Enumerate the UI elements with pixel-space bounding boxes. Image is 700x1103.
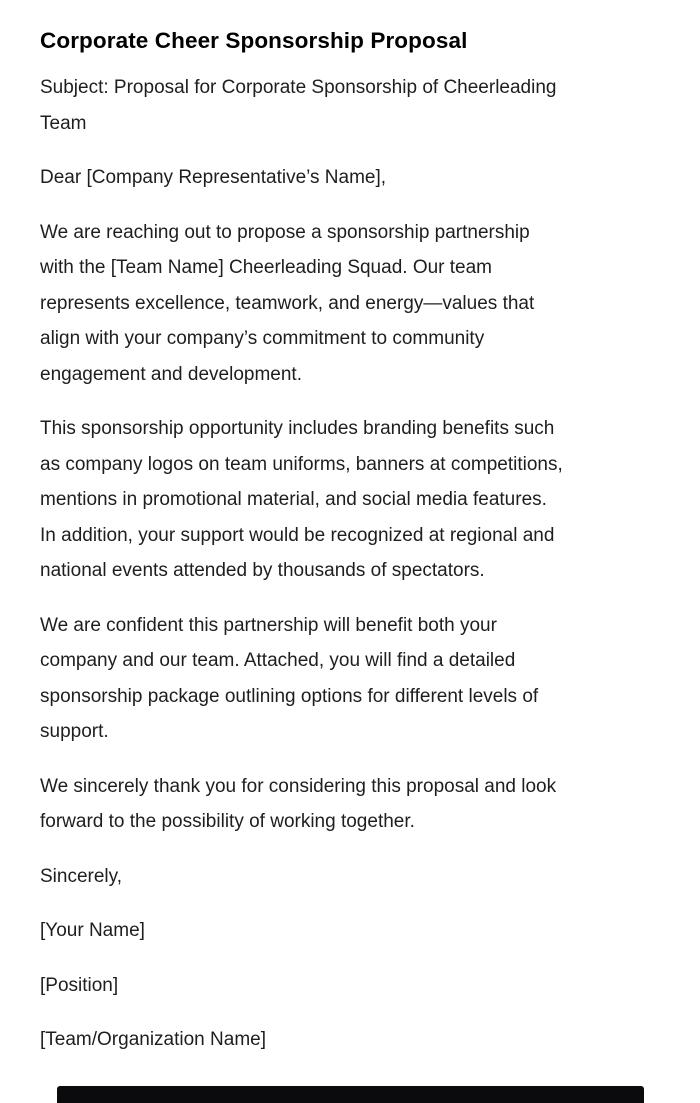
paragraph-intro [40,215,660,393]
text-line: This sponsorship opportunity includes branding benefits such [40,418,555,439]
text-line: sponsorship package outlining options for different levels of [40,685,539,707]
text-line: align with your company’s commitment to community [40,328,485,349]
text-line: We sincerely thank you for considering this proposal and look [40,775,557,797]
text-line: We are reaching out to propose a sponsorship partnership [40,221,530,243]
text-line: [Your Name] [40,920,145,941]
page-title: Corporate Cheer Sponsorship Proposal [40,28,468,53]
text-line: as company logos on team uniforms, banners at competitions, [40,453,563,475]
text-line: forward to the possibility of working together. [40,811,415,832]
text-line: Team [40,112,87,134]
text-line: Dear [Company Representative’s Name], [40,167,387,188]
text-line: [Position] [40,974,119,996]
text-line: [Team/Organization Name] [40,1029,266,1050]
text-line: Sincerely, [40,865,123,887]
signature-position [40,968,660,1004]
paragraph-subject [40,70,660,141]
text-line: national events attended by thousands of spectators. [40,560,485,581]
text-line: with the [Team Name] Cheerleading Squad. Our team [40,257,493,278]
paragraph-thanks [40,769,660,840]
signature-closing [40,859,660,895]
paragraph-salutation [40,160,660,196]
paragraph-confidence [40,608,660,750]
text-line: In addition, your support would be recognized at regional and [40,524,555,546]
signature-organization [40,1022,660,1058]
text-line: company and our team. Attached, you will find a detailed [40,650,516,671]
paragraph-benefits [40,411,660,589]
text-line: We are confident this partnership will benefit both your [40,614,497,636]
text-line: support. [40,721,109,742]
text-line: mentions in promotional material, and social media features. [40,489,547,510]
text-line: Subject: Proposal for Corporate Sponsorship of Cheerleading [40,77,557,98]
text-line: represents excellence, teamwork, and energy—values that [40,292,535,314]
text-line: engagement and development. [40,363,302,385]
page-bottom-bar [57,1086,644,1103]
signature-name [40,913,660,949]
